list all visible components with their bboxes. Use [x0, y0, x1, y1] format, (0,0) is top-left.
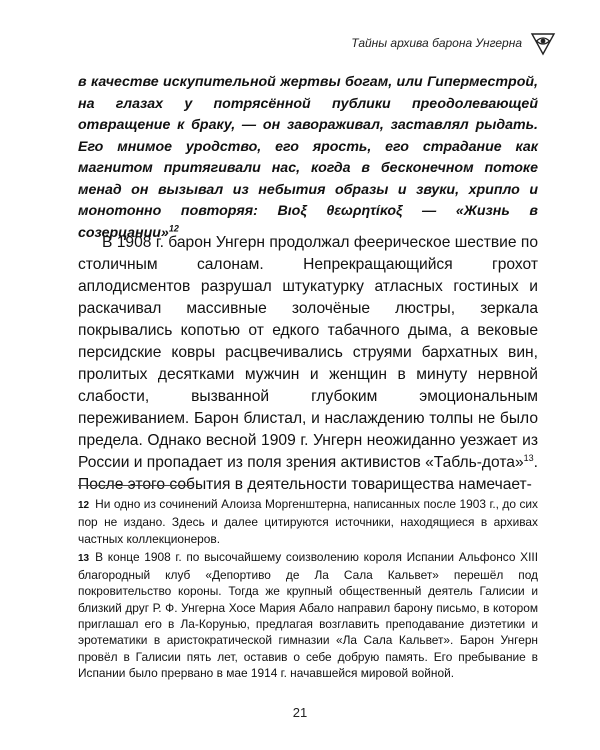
footnote-number: 13 [78, 552, 90, 564]
quote-text: в качестве искупительной жертвы богам, или Гиперместрой, на глазах у потрясённой публики преодолевающей отвращение к браку, — он завораживал, заставлял рыдать. Его мнимое уродство, его ярость, его страдание как магнитом притягивали нас, когда в бесконечном потоке менад он вызывал из небытия образы и звуки, хрипло и монотонно повторяя: Βιοξ θεωρητίκοξ — «Жизнь в созерцании» [78, 74, 538, 241]
footnote-number: 12 [78, 500, 90, 511]
paragraph-text-2: . После этого события в деятельности товарищества намечает- [78, 454, 539, 493]
main-paragraph [78, 232, 538, 496]
footnote [78, 549, 538, 681]
quote-block [78, 72, 538, 244]
footnote-ref-12: 12 [168, 222, 179, 233]
book-title: Тайны архива барона Унгерна [351, 36, 522, 50]
paragraph-text-1: В 1908 г. барон Унгерн продолжал феерическое шествие по столичным салонам. Непрекращающийся грохот аплодисментов разрушал штукатурку атласных гостиных и раскачивал массивные золочёные люстры, зеркала покрывались копотью от едкого табачного дыма, а вековые персидские ковры расцвечивались струями бархатных вин, пролитых десятками мужчин и женщин в минуту нервной слабости, вызванной глубоким эмоциональным переживанием. Барон блистал, и наслаждению толпы не было предела. Однако весной 1909 г. Унгерн неожиданно уезжает из России и пропадает из поля зрения активистов «Табль-дота» [78, 234, 538, 471]
footnote [78, 496, 538, 547]
footnotes [78, 496, 538, 683]
running-header [351, 30, 556, 56]
footnote-divider [78, 485, 194, 486]
footnote-text: В конце 1908 г. по высочайшему соизволению короля Испании Альфонсо XIII благородный клуб «Депортиво де Ла Сала Кальвет» перешёл под покровительство короны. Тогда же крупный общественный деятель Галисии и близкий друг Р. Ф. Унгерна Хосе Мария Абало направил барону письмо, в котором приглашал его в Ла-Корунью, предлагая возглавить преподавание диэтетики и эротематики в аристократической гимназии «Ла Сала Кальвет». Барон Унгерн провёл в Галисии пять лет, оставив о себе добрую память. Его пребывание в Испании было прервано в мае 1914 г. начавшейся мировой войной. [78, 549, 538, 680]
footnote-ref-13: 13 [523, 452, 534, 463]
page-number: 21 [292, 705, 308, 720]
footnote-text: Ни одно из сочинений Алоиза Моргенштерна, написанных после 1903 г., до сих пор не издано. Здесь и далее цитируются источники, находящиеся в архивах частных коллекционеров. [78, 497, 538, 546]
eye-triangle-icon [530, 30, 556, 56]
